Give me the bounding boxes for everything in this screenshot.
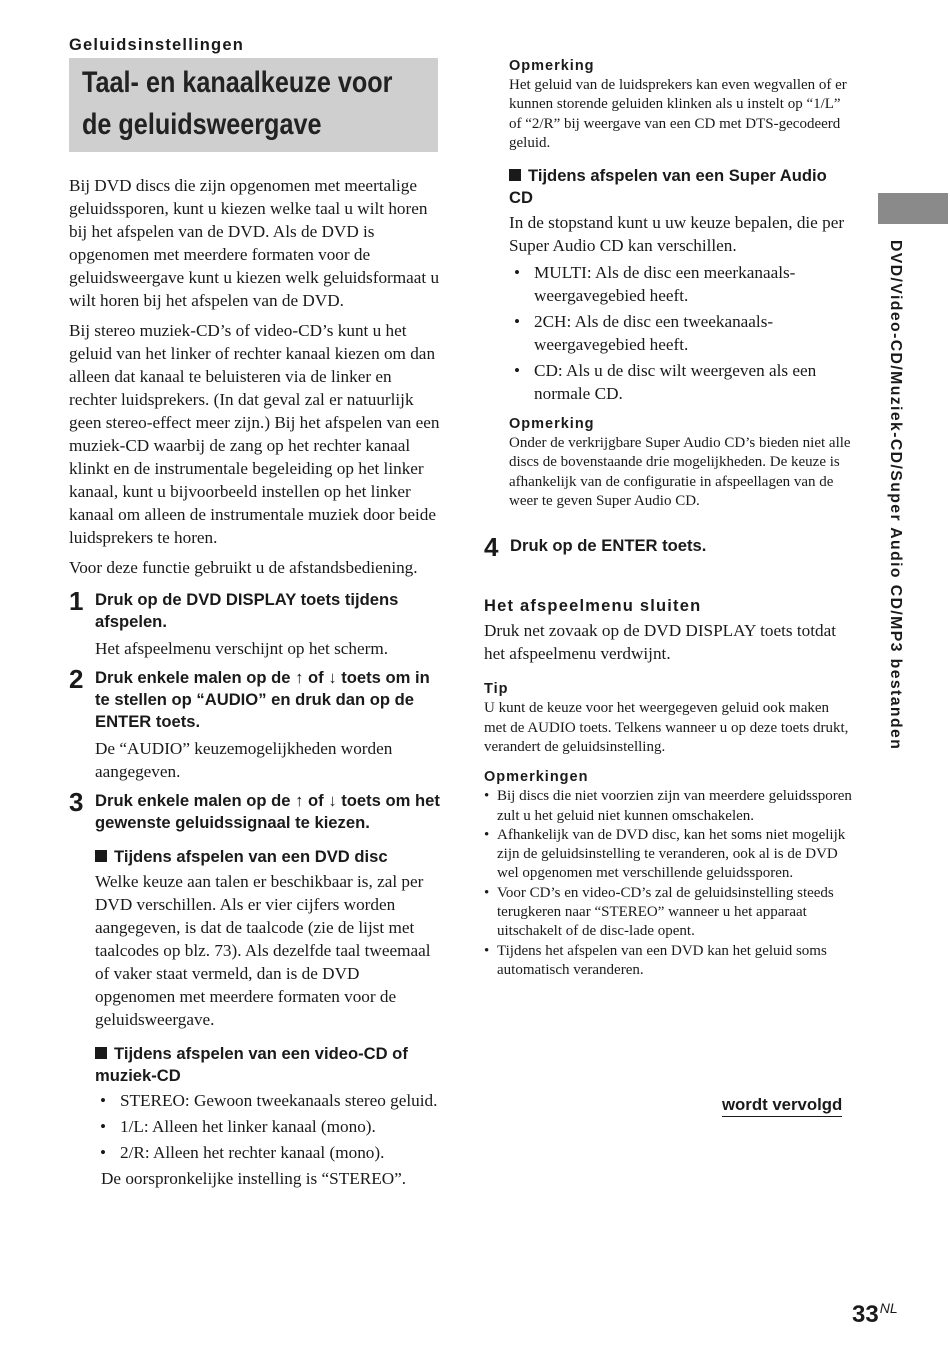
step-number: 1 xyxy=(69,586,84,616)
page-title xyxy=(82,62,393,146)
step-3 xyxy=(69,787,441,1190)
step-heading-text: Druk enkele malen op de xyxy=(95,791,296,810)
sacd-section xyxy=(484,165,854,405)
note-text: Het geluid van de luidsprekers kan even wegvallen of er kunnen storende geluiden klinken als u instelt op “1/L” of “2/R” bij weergave van een CD met DTS-gecodeerd geluid. xyxy=(509,77,847,151)
page-number xyxy=(852,1300,898,1329)
continued-label: wordt vervolgd xyxy=(722,1095,842,1117)
side-section-label: DVD/Video-CD/Muziek-CD/Super Audio CD/MP3 bestanden xyxy=(887,240,904,751)
page-number-suffix: NL xyxy=(879,1300,898,1316)
list-item: • CD: Als u de disc wilt weergeven als een normale CD. xyxy=(509,359,854,405)
step-heading-text: of xyxy=(303,791,329,810)
step-number: 2 xyxy=(69,664,84,694)
sacd-subheading-text: Tijdens afspelen van een Super Audio CD xyxy=(509,166,827,208)
notes-list xyxy=(484,787,854,980)
title-box xyxy=(69,58,438,152)
step-heading-text: toets om het gewenste geluidssignaal te kiezen. xyxy=(95,791,440,832)
notes xyxy=(484,769,854,980)
tip-label: Tip xyxy=(484,681,509,698)
vcd-options-list xyxy=(95,1089,441,1164)
square-bullet-icon xyxy=(509,169,521,181)
side-tab-marker xyxy=(878,193,948,224)
intro-paragraph: Bij stereo muziek-CD’s of video-CD’s kunt u het geluid van het linker of rechter kanaal kiezen om dan alleen dat kanaal te beluisteren via de linker en rechter luidsprekers. (In dat geval zal er natuurlijk geen stereo-effect meer zijn.) Bij het afspelen van een muziek-CD waarbij de zang op het rechter kanaal klinkt en de instrumentale begeleiding op het linker kanaal, kunt u bijvoorbeeld instellen op het linker kanaal om alleen de instrumentale muziek door beide luidsprekers te horen. xyxy=(69,321,440,547)
note-2 xyxy=(484,416,854,511)
intro xyxy=(69,174,441,579)
list-item: • Tijdens het afspelen van een DVD kan het geluid soms automatisch veranderen. xyxy=(484,942,854,981)
note-label: Opmerking xyxy=(509,416,595,433)
list-item: • STEREO: Gewoon tweekanaals stereo geluid. xyxy=(95,1089,441,1112)
sacd-subheading xyxy=(509,165,854,209)
vcd-subheading xyxy=(95,1043,441,1087)
step-description: Het afspeelmenu verschijnt op het scherm. xyxy=(95,639,389,658)
section-label: Geluidsinstellingen xyxy=(69,36,244,54)
page-title-line-1: Taal- en kanaalkeuze voor xyxy=(82,66,393,99)
step-heading-text: toets om in te stellen op “AUDIO” en druk dan op de ENTER toets. xyxy=(95,668,430,731)
notes-label: Opmerkingen xyxy=(484,769,589,786)
sacd-options-list xyxy=(509,261,854,405)
dvd-subheading xyxy=(95,846,441,868)
note-1 xyxy=(484,58,854,153)
arrow-down-icon: ↓ xyxy=(328,668,337,687)
step-heading: Druk op de DVD DISPLAY toets tijdens afspelen. xyxy=(95,590,399,631)
dvd-subheading-text: Tijdens afspelen van een DVD disc xyxy=(114,847,388,866)
intro-paragraph: Voor deze functie gebruikt u de afstandsbediening. xyxy=(69,558,418,577)
right-column xyxy=(484,58,854,980)
step-number: 3 xyxy=(69,787,84,817)
arrow-up-icon: ↑ xyxy=(295,668,304,687)
list-item: • Bij discs die niet voorzien zijn van meerdere geluidssporen zult u het geluid niet kunnen omschakelen. xyxy=(484,787,854,826)
vcd-default-setting: De oorspronkelijke instelling is “STEREO”. xyxy=(101,1169,407,1188)
step-heading xyxy=(95,790,441,834)
list-item: • Voor CD’s en video-CD’s zal de geluidsinstelling steeds terugkeren naar “STEREO” wanneer u het apparaat uitschakelt of de disc-lade opent. xyxy=(484,884,854,942)
step-heading-text: Druk enkele malen op de xyxy=(95,668,296,687)
list-item: • MULTI: Als de disc een meerkanaals-weergavegebied heeft. xyxy=(509,261,854,307)
close-menu-heading: Het afspeelmenu sluiten xyxy=(484,597,702,616)
step-description: De “AUDIO” keuzemogelijkheden worden aangegeven. xyxy=(95,739,393,781)
list-item: • 1/L: Alleen het linker kanaal (mono). xyxy=(95,1115,441,1138)
arrow-down-icon: ↓ xyxy=(328,791,337,810)
vcd-subheading-text: Tijdens afspelen van een video-CD of muziek-CD xyxy=(95,1044,408,1085)
intro-paragraph: Bij DVD discs die zijn opgenomen met meertalige geluidssporen, kunt u kiezen welke taal u wilt horen bij het afspelen van de DVD. Als de DVD is opgenomen met meerdere formaten voor de geluidsweergave kunt u kiezen welk geluidsformaat u wilt horen bij het afspelen van de DVD. xyxy=(69,176,440,310)
step-heading-text: of xyxy=(303,668,329,687)
list-item: • 2/R: Alleen het rechter kanaal (mono). xyxy=(95,1141,441,1164)
tip xyxy=(484,681,854,757)
list-item: • 2CH: Als de disc een tweekanaals-weergavegebied heeft. xyxy=(509,310,854,356)
left-column xyxy=(69,36,441,1190)
list-item: • Afhankelijk van de DVD disc, kan het soms niet mogelijk zijn de geluidsinstelling te veranderen, ook al is de DVD wel opgenomen met verschillende geluidssporen. xyxy=(484,826,854,884)
step-2 xyxy=(69,664,441,783)
tip-text: U kunt de keuze voor het weergegeven geluid ook maken met de AUDIO toets. Telkens wanneer u op deze toets drukt, verandert de geluidsinstelling. xyxy=(484,700,849,755)
close-menu-section xyxy=(484,597,854,665)
note-label: Opmerking xyxy=(509,58,595,74)
close-menu-text: Druk net zovaak op de DVD DISPLAY toets totdat het afspeelmenu verdwijnt. xyxy=(484,621,836,664)
dvd-text: Welke keuze aan talen er beschikbaar is, zal per DVD verschillen. Als er vier cijfers worden aangegeven, is dat de taalcode (zie de lijst met taalcodes op blz. 73). Als dezelfde taal tweemaal of vaker staat vermeld, dan is de DVD opgenomen met meerdere formaten voor de geluidsweergave. xyxy=(95,872,431,1029)
step-heading: Druk op de ENTER toets. xyxy=(510,536,707,556)
step-1 xyxy=(69,586,441,660)
step-heading xyxy=(95,667,441,733)
page-title-line-2: de geluidsweergave xyxy=(82,108,322,141)
note-text: Onder de verkrijgbare Super Audio CD’s bieden niet alle discs de bovenstaande drie mogelijkheden. De keuze is afhankelijk van de configuratie in afspeellagen van de weer te geven Super Audio CD. xyxy=(509,435,851,510)
step-4 xyxy=(484,532,854,563)
sacd-text: In de stopstand kunt u uw keuze bepalen, die per Super Audio CD kan verschillen. xyxy=(509,213,845,256)
arrow-up-icon: ↑ xyxy=(295,791,304,810)
step-number: 4 xyxy=(484,532,499,563)
square-bullet-icon xyxy=(95,1047,107,1059)
page-number-value: 33 xyxy=(852,1301,879,1328)
square-bullet-icon xyxy=(95,850,107,862)
